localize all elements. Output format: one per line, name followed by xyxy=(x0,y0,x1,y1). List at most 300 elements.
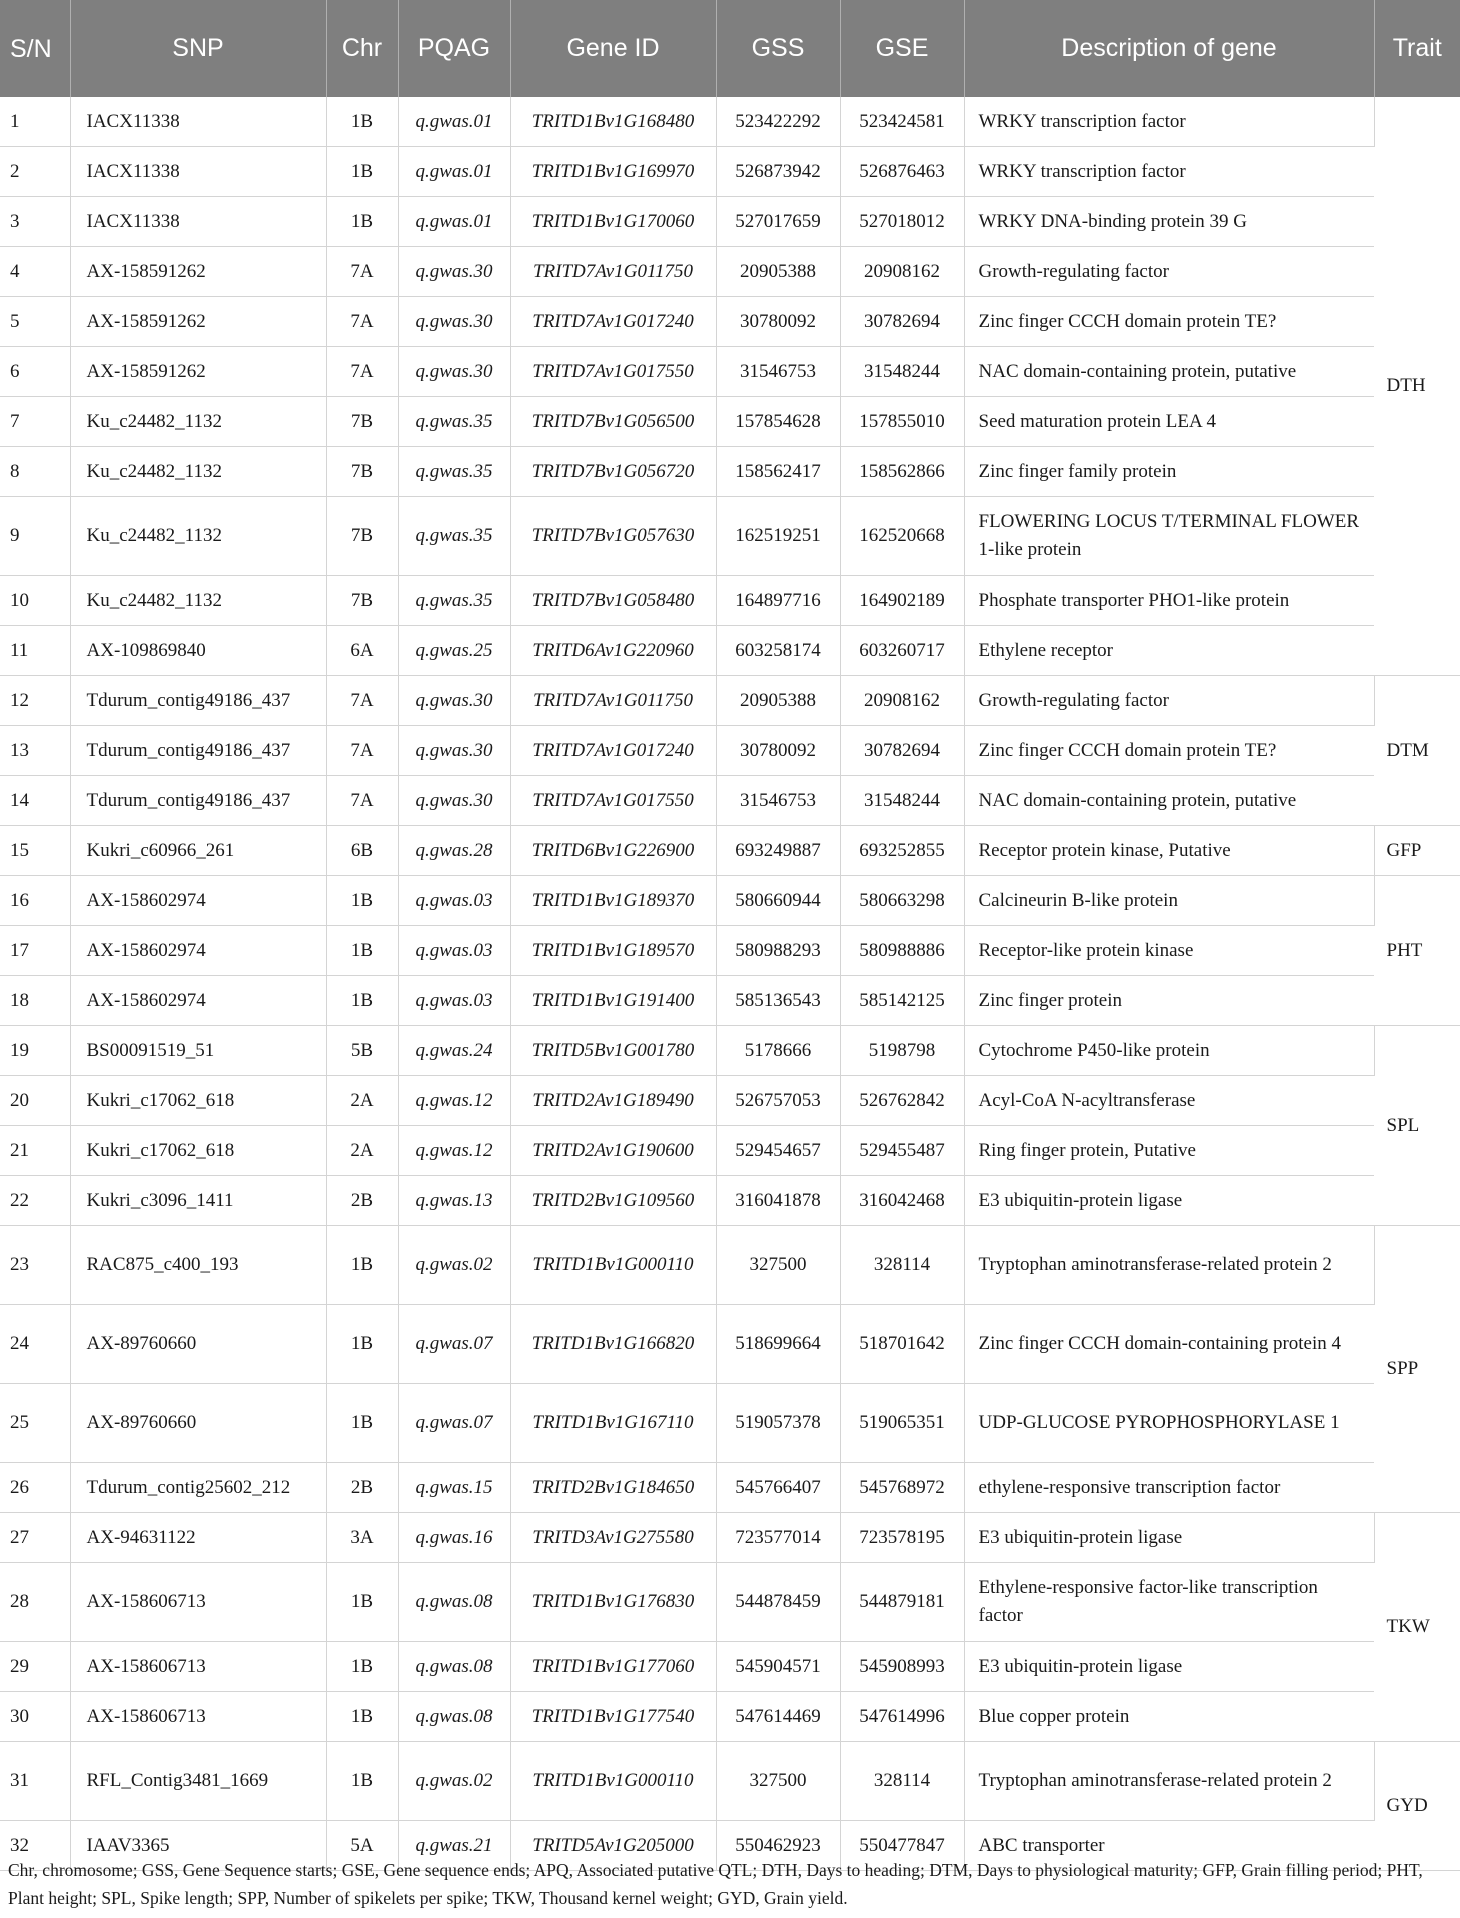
table-row xyxy=(0,1563,1460,1642)
cell-chr: 6A xyxy=(326,626,398,676)
cell-gss: 529454657 xyxy=(716,1126,840,1176)
cell-pqag: q.gwas.25 xyxy=(398,626,510,676)
cell-gse: 544879181 xyxy=(840,1563,964,1642)
cell-sn: 22 xyxy=(0,1176,70,1226)
cell-pqag: q.gwas.02 xyxy=(398,1226,510,1305)
cell-chr: 1B xyxy=(326,197,398,247)
cell-gss: 527017659 xyxy=(716,197,840,247)
table-row xyxy=(0,97,1460,147)
cell-gse: 545768972 xyxy=(840,1463,964,1513)
table-row xyxy=(0,1742,1460,1821)
cell-gene-id: TRITD1Bv1G167110 xyxy=(510,1384,716,1463)
cell-pqag: q.gwas.16 xyxy=(398,1513,510,1563)
cell-pqag: q.gwas.35 xyxy=(398,447,510,497)
cell-gene-id: TRITD7Bv1G056500 xyxy=(510,397,716,447)
cell-chr: 5A xyxy=(326,1821,398,1871)
cell-sn: 23 xyxy=(0,1226,70,1305)
cell-sn: 7 xyxy=(0,397,70,447)
cell-gene-id: TRITD1Bv1G189570 xyxy=(510,926,716,976)
cell-sn: 5 xyxy=(0,297,70,347)
table-row xyxy=(0,826,1460,876)
cell-trait: SPP xyxy=(1374,1226,1460,1513)
cell-snp: RAC875_c400_193 xyxy=(70,1226,326,1305)
table-footnote: Chr, chromosome; GSS, Gene Sequence starts; GSE, Gene sequence ends; APQ, Associated putative QTL; DTH, Days to heading; DTM, Days to physiological maturity; GFP, Grain filling period; PHT, Plant height; SPL, Spike length; SPP, Number of spikelets per spike; TKW, Thousand kernel weight; GYD, Grain yield. xyxy=(8,1860,1423,1908)
cell-gse: 30782694 xyxy=(840,726,964,776)
cell-gse: 316042468 xyxy=(840,1176,964,1226)
cell-gse: 31548244 xyxy=(840,347,964,397)
cell-snp: Kukri_c17062_618 xyxy=(70,1126,326,1176)
cell-gss: 316041878 xyxy=(716,1176,840,1226)
cell-pqag: q.gwas.30 xyxy=(398,676,510,726)
cell-pqag: q.gwas.24 xyxy=(398,1026,510,1076)
cell-gene-id: TRITD6Av1G220960 xyxy=(510,626,716,676)
table-row xyxy=(0,347,1460,397)
cell-gene-id: TRITD7Av1G017550 xyxy=(510,347,716,397)
cell-snp: IACX11338 xyxy=(70,197,326,247)
cell-trait: DTH xyxy=(1374,97,1460,676)
cell-description: Zinc finger CCCH domain protein TE? xyxy=(964,297,1374,347)
cell-gss: 327500 xyxy=(716,1226,840,1305)
cell-sn: 11 xyxy=(0,626,70,676)
cell-gse: 580988886 xyxy=(840,926,964,976)
cell-gene-id: TRITD1Bv1G166820 xyxy=(510,1305,716,1384)
cell-description: E3 ubiquitin-protein ligase xyxy=(964,1513,1374,1563)
cell-chr: 1B xyxy=(326,1642,398,1692)
cell-gss: 603258174 xyxy=(716,626,840,676)
header-sn: S/N xyxy=(0,0,70,97)
cell-gse: 158562866 xyxy=(840,447,964,497)
cell-gse: 20908162 xyxy=(840,676,964,726)
cell-description: E3 ubiquitin-protein ligase xyxy=(964,1642,1374,1692)
header-gss: GSS xyxy=(716,0,840,97)
cell-chr: 1B xyxy=(326,147,398,197)
cell-gene-id: TRITD3Av1G275580 xyxy=(510,1513,716,1563)
table-row xyxy=(0,1076,1460,1126)
cell-snp: AX-158606713 xyxy=(70,1563,326,1642)
cell-pqag: q.gwas.13 xyxy=(398,1176,510,1226)
cell-snp: AX-158591262 xyxy=(70,247,326,297)
cell-gene-id: TRITD7Av1G017240 xyxy=(510,726,716,776)
cell-gse: 519065351 xyxy=(840,1384,964,1463)
cell-snp: AX-158606713 xyxy=(70,1692,326,1742)
cell-gene-id: TRITD2Bv1G109560 xyxy=(510,1176,716,1226)
cell-chr: 7B xyxy=(326,497,398,576)
cell-gse: 693252855 xyxy=(840,826,964,876)
cell-sn: 16 xyxy=(0,876,70,926)
cell-snp: AX-89760660 xyxy=(70,1384,326,1463)
cell-pqag: q.gwas.08 xyxy=(398,1563,510,1642)
cell-sn: 24 xyxy=(0,1305,70,1384)
cell-chr: 7B xyxy=(326,447,398,497)
cell-sn: 17 xyxy=(0,926,70,976)
cell-sn: 28 xyxy=(0,1563,70,1642)
table-row xyxy=(0,726,1460,776)
cell-gss: 157854628 xyxy=(716,397,840,447)
cell-gene-id: TRITD7Av1G017550 xyxy=(510,776,716,826)
header-gse: GSE xyxy=(840,0,964,97)
cell-chr: 7A xyxy=(326,676,398,726)
header-chr: Chr xyxy=(326,0,398,97)
table-row xyxy=(0,1126,1460,1176)
cell-gss: 20905388 xyxy=(716,247,840,297)
cell-gse: 164902189 xyxy=(840,576,964,626)
cell-gss: 544878459 xyxy=(716,1563,840,1642)
cell-gss: 162519251 xyxy=(716,497,840,576)
cell-pqag: q.gwas.01 xyxy=(398,197,510,247)
cell-gene-id: TRITD1Bv1G000110 xyxy=(510,1742,716,1821)
cell-gss: 30780092 xyxy=(716,297,840,347)
cell-chr: 5B xyxy=(326,1026,398,1076)
cell-gss: 523422292 xyxy=(716,97,840,147)
cell-gse: 550477847 xyxy=(840,1821,964,1871)
cell-snp: Tdurum_contig25602_212 xyxy=(70,1463,326,1513)
cell-pqag: q.gwas.08 xyxy=(398,1642,510,1692)
cell-pqag: q.gwas.30 xyxy=(398,297,510,347)
cell-chr: 6B xyxy=(326,826,398,876)
cell-gene-id: TRITD7Av1G017240 xyxy=(510,297,716,347)
cell-snp: AX-109869840 xyxy=(70,626,326,676)
cell-description: Growth-regulating factor xyxy=(964,247,1374,297)
cell-gene-id: TRITD1Bv1G176830 xyxy=(510,1563,716,1642)
cell-gss: 518699664 xyxy=(716,1305,840,1384)
table-row xyxy=(0,1176,1460,1226)
cell-snp: AX-158591262 xyxy=(70,347,326,397)
cell-trait: DTM xyxy=(1374,676,1460,826)
cell-chr: 3A xyxy=(326,1513,398,1563)
cell-gse: 527018012 xyxy=(840,197,964,247)
cell-gss: 526757053 xyxy=(716,1076,840,1126)
cell-snp: RFL_Contig3481_1669 xyxy=(70,1742,326,1821)
cell-sn: 8 xyxy=(0,447,70,497)
table-row xyxy=(0,626,1460,676)
cell-description: NAC domain-containing protein, putative xyxy=(964,347,1374,397)
cell-chr: 7A xyxy=(326,247,398,297)
cell-gss: 723577014 xyxy=(716,1513,840,1563)
cell-gss: 547614469 xyxy=(716,1692,840,1742)
cell-gene-id: TRITD1Bv1G189370 xyxy=(510,876,716,926)
cell-gene-id: TRITD1Bv1G191400 xyxy=(510,976,716,1026)
cell-sn: 30 xyxy=(0,1692,70,1742)
cell-gene-id: TRITD2Av1G190600 xyxy=(510,1126,716,1176)
table-row xyxy=(0,1026,1460,1076)
cell-chr: 1B xyxy=(326,1384,398,1463)
header-description: Description of gene xyxy=(964,0,1374,97)
cell-description: Ethylene receptor xyxy=(964,626,1374,676)
cell-chr: 7A xyxy=(326,297,398,347)
cell-pqag: q.gwas.30 xyxy=(398,247,510,297)
cell-description: WRKY DNA-binding protein 39 G xyxy=(964,197,1374,247)
cell-description: WRKY transcription factor xyxy=(964,97,1374,147)
cell-sn: 13 xyxy=(0,726,70,776)
table-row xyxy=(0,447,1460,497)
cell-pqag: q.gwas.30 xyxy=(398,347,510,397)
cell-sn: 15 xyxy=(0,826,70,876)
cell-gene-id: TRITD6Bv1G226900 xyxy=(510,826,716,876)
cell-sn: 12 xyxy=(0,676,70,726)
cell-sn: 10 xyxy=(0,576,70,626)
cell-gse: 523424581 xyxy=(840,97,964,147)
cell-snp: AX-158602974 xyxy=(70,926,326,976)
cell-sn: 32 xyxy=(0,1821,70,1871)
cell-gss: 158562417 xyxy=(716,447,840,497)
cell-pqag: q.gwas.01 xyxy=(398,97,510,147)
cell-gene-id: TRITD1Bv1G000110 xyxy=(510,1226,716,1305)
cell-gse: 31548244 xyxy=(840,776,964,826)
cell-snp: IAAV3365 xyxy=(70,1821,326,1871)
table-row xyxy=(0,1384,1460,1463)
cell-gss: 693249887 xyxy=(716,826,840,876)
table-row xyxy=(0,1513,1460,1563)
cell-pqag: q.gwas.12 xyxy=(398,1126,510,1176)
header-pqag: PQAG xyxy=(398,0,510,97)
cell-gse: 545908993 xyxy=(840,1642,964,1692)
cell-sn: 25 xyxy=(0,1384,70,1463)
cell-gss: 585136543 xyxy=(716,976,840,1026)
cell-description: ABC transporter xyxy=(964,1821,1374,1871)
table-row xyxy=(0,1226,1460,1305)
cell-gene-id: TRITD1Bv1G177060 xyxy=(510,1642,716,1692)
table-body xyxy=(0,97,1460,1871)
cell-gse: 580663298 xyxy=(840,876,964,926)
cell-sn: 21 xyxy=(0,1126,70,1176)
cell-chr: 1B xyxy=(326,976,398,1026)
cell-gss: 30780092 xyxy=(716,726,840,776)
cell-gse: 162520668 xyxy=(840,497,964,576)
cell-gss: 580660944 xyxy=(716,876,840,926)
cell-chr: 2A xyxy=(326,1076,398,1126)
cell-gene-id: TRITD1Bv1G168480 xyxy=(510,97,716,147)
cell-gss: 550462923 xyxy=(716,1821,840,1871)
header-gene-id: Gene ID xyxy=(510,0,716,97)
cell-snp: Ku_c24482_1132 xyxy=(70,497,326,576)
cell-gene-id: TRITD1Bv1G170060 xyxy=(510,197,716,247)
table-row xyxy=(0,676,1460,726)
cell-pqag: q.gwas.08 xyxy=(398,1692,510,1742)
cell-gene-id: TRITD7Av1G011750 xyxy=(510,676,716,726)
cell-chr: 2B xyxy=(326,1176,398,1226)
cell-chr: 1B xyxy=(326,1692,398,1742)
cell-description: Tryptophan aminotransferase-related protein 2 xyxy=(964,1226,1374,1305)
cell-pqag: q.gwas.07 xyxy=(398,1305,510,1384)
cell-snp: IACX11338 xyxy=(70,97,326,147)
cell-snp: AX-158602974 xyxy=(70,976,326,1026)
cell-chr: 1B xyxy=(326,876,398,926)
header-snp: SNP xyxy=(70,0,326,97)
cell-gss: 519057378 xyxy=(716,1384,840,1463)
cell-description: Blue copper protein xyxy=(964,1692,1374,1742)
cell-description: Phosphate transporter PHO1-like protein xyxy=(964,576,1374,626)
cell-sn: 14 xyxy=(0,776,70,826)
cell-gene-id: TRITD7Bv1G056720 xyxy=(510,447,716,497)
cell-pqag: q.gwas.01 xyxy=(398,147,510,197)
cell-sn: 31 xyxy=(0,1742,70,1821)
table-row xyxy=(0,297,1460,347)
cell-sn: 4 xyxy=(0,247,70,297)
header-row xyxy=(0,0,1460,97)
cell-pqag: q.gwas.03 xyxy=(398,876,510,926)
cell-description: Seed maturation protein LEA 4 xyxy=(964,397,1374,447)
cell-pqag: q.gwas.03 xyxy=(398,926,510,976)
cell-description: Growth-regulating factor xyxy=(964,676,1374,726)
cell-description: ethylene-responsive transcription factor xyxy=(964,1463,1374,1513)
cell-pqag: q.gwas.30 xyxy=(398,726,510,776)
cell-chr: 1B xyxy=(326,1305,398,1384)
cell-gse: 603260717 xyxy=(840,626,964,676)
cell-sn: 3 xyxy=(0,197,70,247)
table-row xyxy=(0,197,1460,247)
cell-trait: SPL xyxy=(1374,1026,1460,1226)
cell-snp: Ku_c24482_1132 xyxy=(70,576,326,626)
cell-gss: 526873942 xyxy=(716,147,840,197)
table-row xyxy=(0,976,1460,1026)
cell-gss: 5178666 xyxy=(716,1026,840,1076)
cell-snp: AX-158606713 xyxy=(70,1642,326,1692)
cell-gene-id: TRITD5Bv1G001780 xyxy=(510,1026,716,1076)
cell-sn: 19 xyxy=(0,1026,70,1076)
cell-gse: 526762842 xyxy=(840,1076,964,1126)
cell-pqag: q.gwas.28 xyxy=(398,826,510,876)
cell-chr: 1B xyxy=(326,1563,398,1642)
table-row xyxy=(0,1692,1460,1742)
cell-sn: 29 xyxy=(0,1642,70,1692)
cell-sn: 27 xyxy=(0,1513,70,1563)
cell-description: Cytochrome P450-like protein xyxy=(964,1026,1374,1076)
cell-gene-id: TRITD7Av1G011750 xyxy=(510,247,716,297)
cell-description: Ethylene-responsive factor-like transcription factor xyxy=(964,1563,1374,1642)
cell-description: Zinc finger protein xyxy=(964,976,1374,1026)
cell-snp: Ku_c24482_1132 xyxy=(70,397,326,447)
cell-sn: 18 xyxy=(0,976,70,1026)
cell-snp: Tdurum_contig49186_437 xyxy=(70,776,326,826)
cell-gse: 547614996 xyxy=(840,1692,964,1742)
cell-gss: 31546753 xyxy=(716,347,840,397)
cell-description: Tryptophan aminotransferase-related protein 2 xyxy=(964,1742,1374,1821)
cell-description: WRKY transcription factor xyxy=(964,147,1374,197)
cell-description: E3 ubiquitin-protein ligase xyxy=(964,1176,1374,1226)
cell-gene-id: TRITD7Bv1G057630 xyxy=(510,497,716,576)
cell-chr: 7A xyxy=(326,726,398,776)
cell-snp: AX-89760660 xyxy=(70,1305,326,1384)
table-row xyxy=(0,776,1460,826)
cell-chr: 1B xyxy=(326,1226,398,1305)
cell-trait: GFP xyxy=(1374,826,1460,876)
cell-snp: Tdurum_contig49186_437 xyxy=(70,676,326,726)
table-row xyxy=(0,147,1460,197)
cell-gss: 580988293 xyxy=(716,926,840,976)
cell-chr: 2B xyxy=(326,1463,398,1513)
cell-gse: 723578195 xyxy=(840,1513,964,1563)
table-row xyxy=(0,497,1460,576)
cell-description: Ring finger protein, Putative xyxy=(964,1126,1374,1176)
cell-gse: 328114 xyxy=(840,1226,964,1305)
cell-sn: 2 xyxy=(0,147,70,197)
cell-pqag: q.gwas.12 xyxy=(398,1076,510,1126)
cell-description: Zinc finger family protein xyxy=(964,447,1374,497)
cell-gene-id: TRITD1Bv1G177540 xyxy=(510,1692,716,1742)
cell-chr: 7A xyxy=(326,776,398,826)
cell-snp: AX-158602974 xyxy=(70,876,326,926)
cell-gene-id: TRITD2Bv1G184650 xyxy=(510,1463,716,1513)
cell-chr: 7B xyxy=(326,397,398,447)
cell-gse: 518701642 xyxy=(840,1305,964,1384)
cell-description: Receptor-like protein kinase xyxy=(964,926,1374,976)
cell-gss: 31546753 xyxy=(716,776,840,826)
cell-gene-id: TRITD1Bv1G169970 xyxy=(510,147,716,197)
cell-snp: BS00091519_51 xyxy=(70,1026,326,1076)
cell-pqag: q.gwas.21 xyxy=(398,1821,510,1871)
cell-sn: 1 xyxy=(0,97,70,147)
cell-gse: 5198798 xyxy=(840,1026,964,1076)
cell-chr: 7B xyxy=(326,576,398,626)
cell-chr: 1B xyxy=(326,1742,398,1821)
cell-trait: GYD xyxy=(1374,1742,1460,1871)
cell-description: Zinc finger CCCH domain protein TE? xyxy=(964,726,1374,776)
cell-chr: 1B xyxy=(326,926,398,976)
cell-gss: 327500 xyxy=(716,1742,840,1821)
cell-chr: 1B xyxy=(326,97,398,147)
cell-description: Calcineurin B-like protein xyxy=(964,876,1374,926)
cell-gss: 545904571 xyxy=(716,1642,840,1692)
cell-pqag: q.gwas.07 xyxy=(398,1384,510,1463)
cell-sn: 6 xyxy=(0,347,70,397)
cell-gene-id: TRITD7Bv1G058480 xyxy=(510,576,716,626)
cell-trait: PHT xyxy=(1374,876,1460,1026)
cell-snp: Tdurum_contig49186_437 xyxy=(70,726,326,776)
cell-pqag: q.gwas.35 xyxy=(398,397,510,447)
cell-description: Zinc finger CCCH domain-containing protein 4 xyxy=(964,1305,1374,1384)
cell-gene-id: TRITD5Av1G205000 xyxy=(510,1821,716,1871)
cell-pqag: q.gwas.35 xyxy=(398,576,510,626)
cell-snp: Ku_c24482_1132 xyxy=(70,447,326,497)
table-row xyxy=(0,1463,1460,1513)
table-row xyxy=(0,397,1460,447)
table-row xyxy=(0,247,1460,297)
cell-pqag: q.gwas.30 xyxy=(398,776,510,826)
cell-gse: 526876463 xyxy=(840,147,964,197)
cell-gse: 585142125 xyxy=(840,976,964,1026)
header-trait: Trait xyxy=(1374,0,1460,97)
cell-snp: AX-94631122 xyxy=(70,1513,326,1563)
cell-description: Receptor protein kinase, Putative xyxy=(964,826,1374,876)
cell-pqag: q.gwas.02 xyxy=(398,1742,510,1821)
cell-gss: 164897716 xyxy=(716,576,840,626)
cell-gse: 328114 xyxy=(840,1742,964,1821)
cell-snp: Kukri_c17062_618 xyxy=(70,1076,326,1126)
cell-gss: 545766407 xyxy=(716,1463,840,1513)
cell-snp: Kukri_c60966_261 xyxy=(70,826,326,876)
cell-gene-id: TRITD2Av1G189490 xyxy=(510,1076,716,1126)
cell-description: NAC domain-containing protein, putative xyxy=(964,776,1374,826)
cell-description: UDP-GLUCOSE PYROPHOSPHORYLASE 1 xyxy=(964,1384,1374,1463)
cell-pqag: q.gwas.15 xyxy=(398,1463,510,1513)
table-row xyxy=(0,1642,1460,1692)
cell-chr: 2A xyxy=(326,1126,398,1176)
table-row xyxy=(0,1305,1460,1384)
cell-description: FLOWERING LOCUS T/TERMINAL FLOWER 1-like protein xyxy=(964,497,1374,576)
cell-pqag: q.gwas.35 xyxy=(398,497,510,576)
table-row xyxy=(0,876,1460,926)
cell-gse: 20908162 xyxy=(840,247,964,297)
cell-trait: TKW xyxy=(1374,1513,1460,1742)
cell-snp: IACX11338 xyxy=(70,147,326,197)
cell-sn: 20 xyxy=(0,1076,70,1126)
table-row xyxy=(0,576,1460,626)
cell-gse: 529455487 xyxy=(840,1126,964,1176)
cell-chr: 7A xyxy=(326,347,398,397)
cell-sn: 9 xyxy=(0,497,70,576)
cell-sn: 26 xyxy=(0,1463,70,1513)
cell-snp: Kukri_c3096_1411 xyxy=(70,1176,326,1226)
